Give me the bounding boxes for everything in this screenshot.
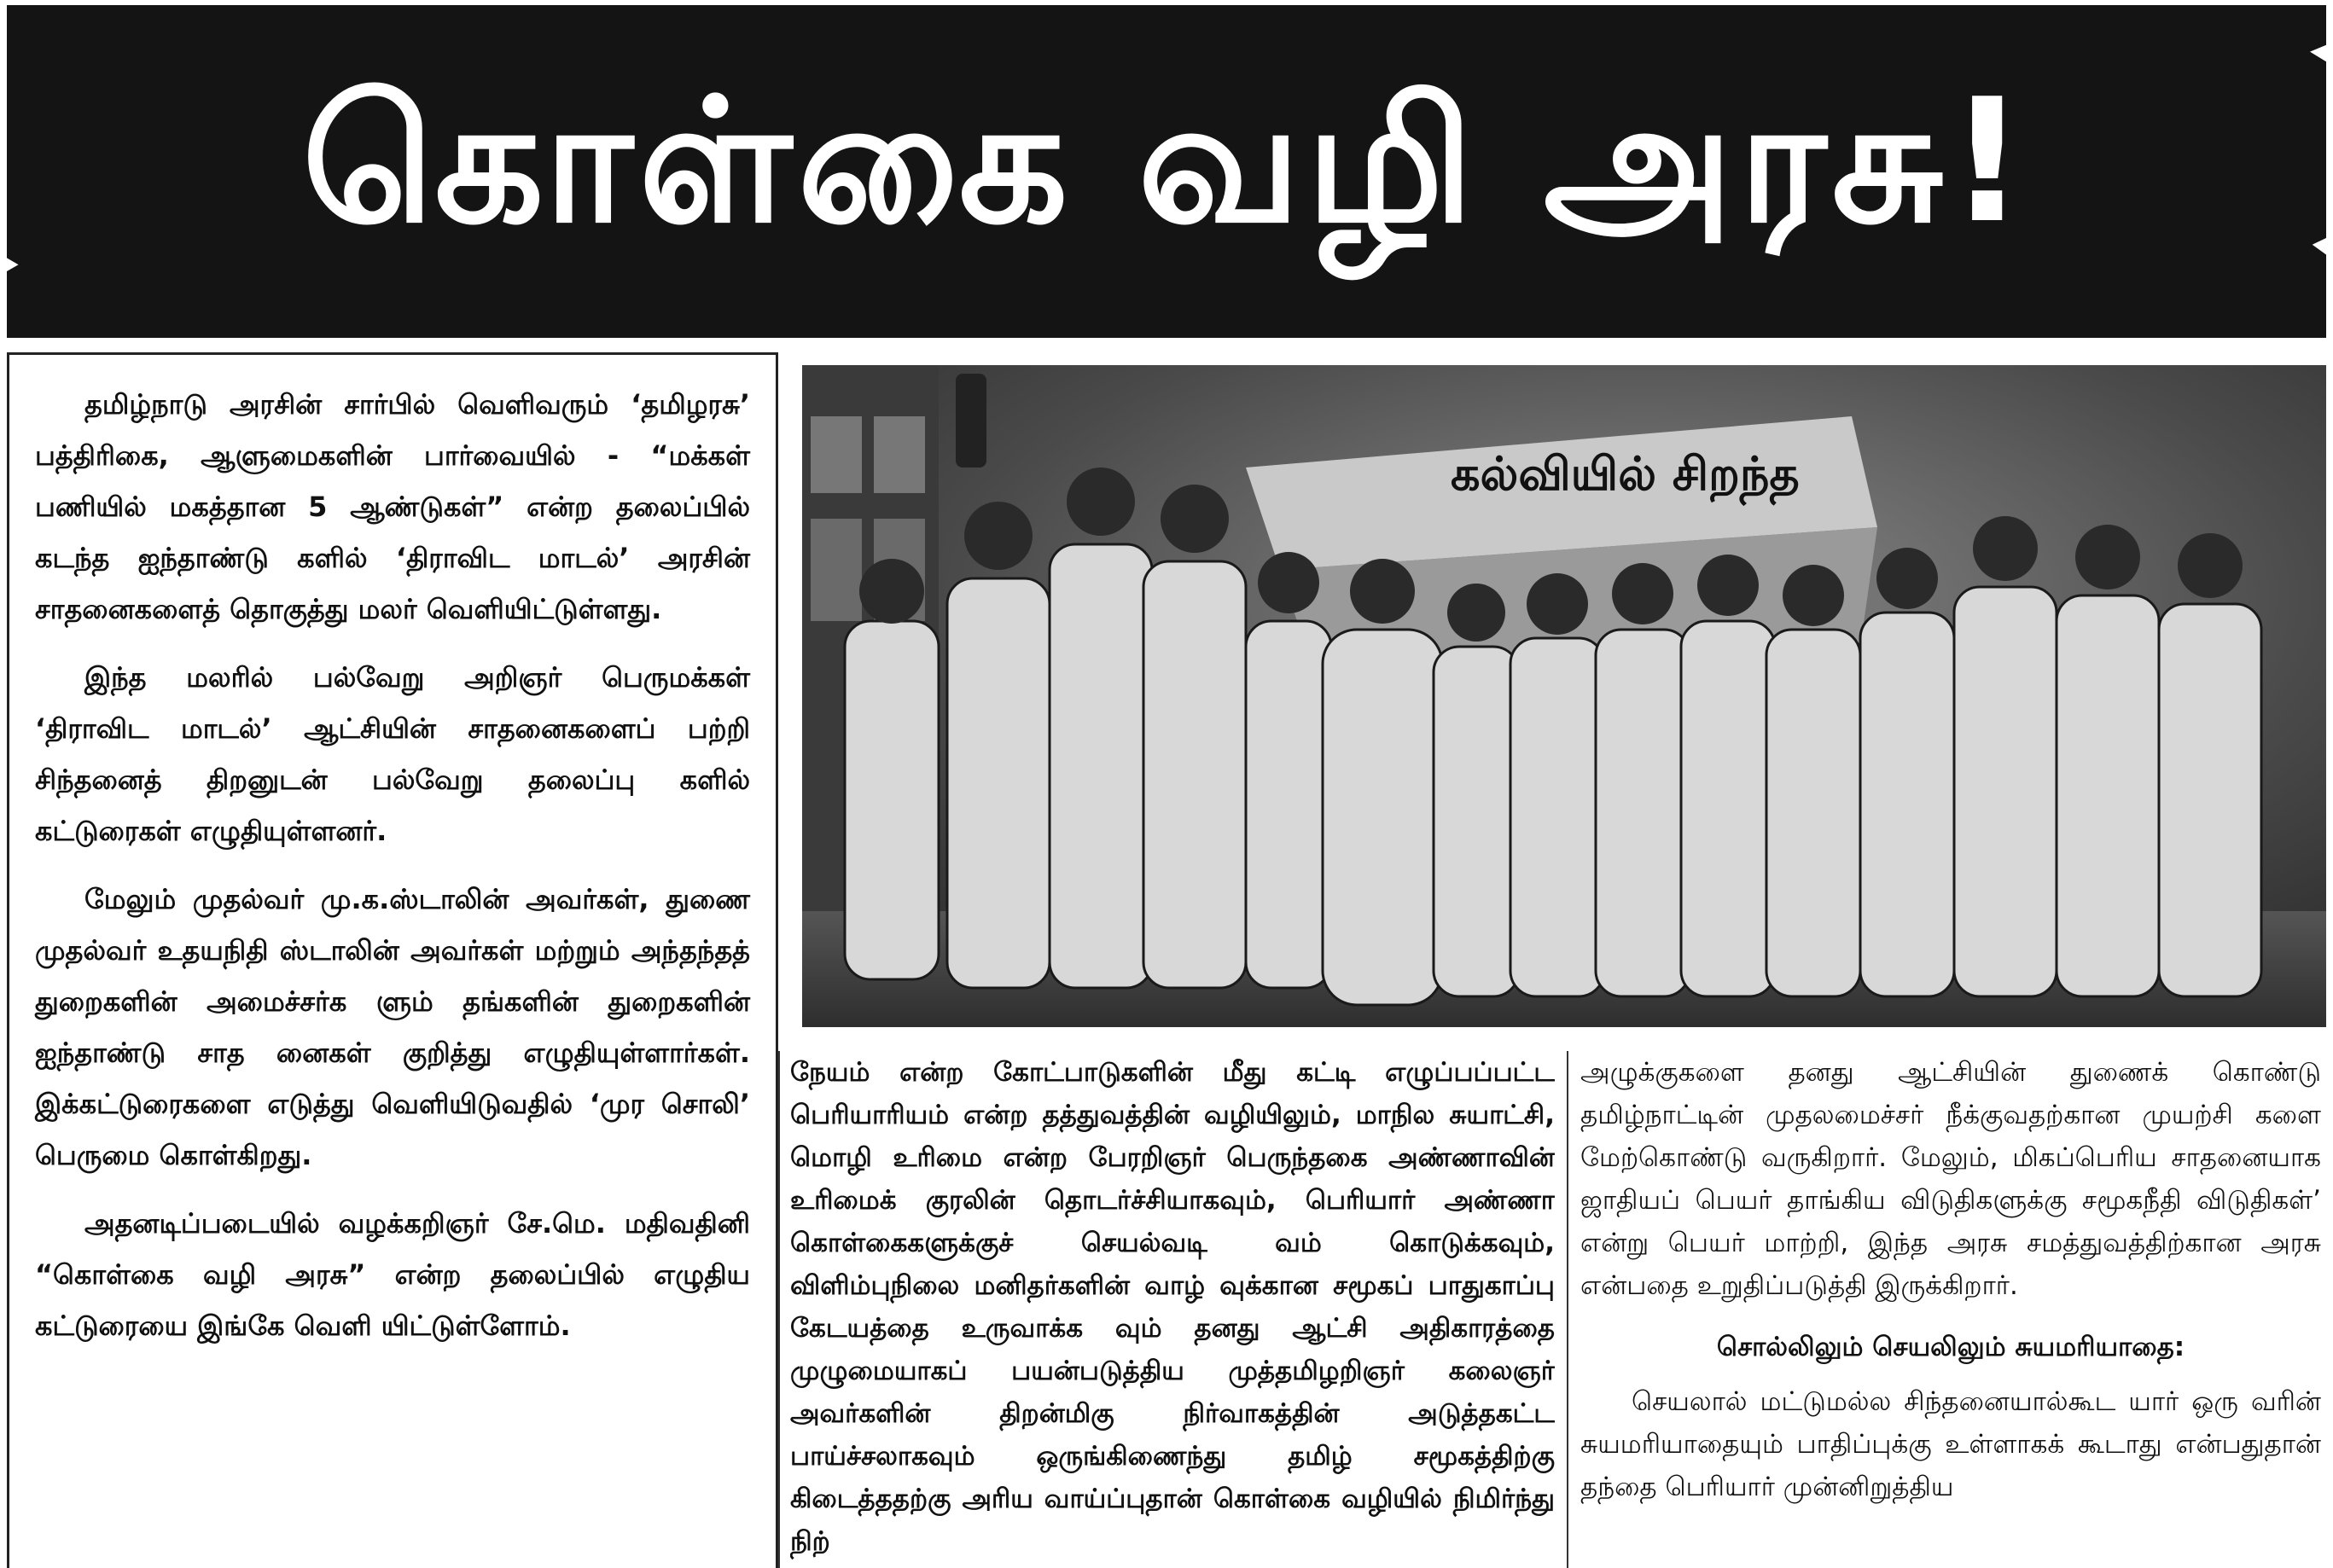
article-column-middle xyxy=(790,1051,1555,1568)
event-photo xyxy=(802,365,2326,1027)
stage-sign-text: கல்வியில் சிறந்த xyxy=(1451,447,1800,501)
article-paragraph: செயலால் மட்டுமல்ல சிந்தனையால்கூட யார் ஒரு வரின் சுயமரியாதையும் பாதிப்புக்கு உள்ளாகக் கூடாது என்பதுதான் தந்தை பெரியார் முன்னிறுத்திய xyxy=(1580,1386,2321,1502)
article-paragraph: நேயம் என்ற கோட்பாடுகளின் மீது கட்டி எழுப்பப்பட்ட பெரியாரியம் என்ற தத்துவத்தின் வழியிலும், மாநில சுயாட்சி, மொழி உரிமை என்ற பேரறிஞர் பெருந்தகை அண்ணாவின் உரிமைக் குரலின் தொடர்ச்சியாகவும், பெரியார் அண்ணா கொள்கைகளுக்குச் செயல்வடி வம் கொடுக்கவும், விளிம்புநிலை மனிதர்களின் வாழ் வுக்கான சமூகப் பாதுகாப்பு கேடயத்தை உருவாக்க வும் தனது ஆட்சி அதிகாரத்தை முழுமையாகப் பயன்படுத்திய முத்தமிழறிஞர் கலைஞர் அவர்களின் திறன்மிகு நிர்வாகத்தின் அடுத்தகட்ட பாய்ச்சலாகவும் ஒருங்கிணைந்து தமிழ் சமூகத்திற்கு கிடைத்ததற்கு அரிய வாய்ப்புதான் கொள்கை வழியில் நிமிர்ந்து நிற் xyxy=(790,1057,1555,1557)
headline-banner xyxy=(0,0,2333,343)
intro-box xyxy=(7,352,778,1568)
intro-paragraph: மேலும் முதல்வர் மு.க.ஸ்டாலின் அவர்கள், துணை முதல்வர் உதயநிதி ஸ்டாலின் அவர்கள் மற்றும் அந்தந்தத் துறைகளின் அமைச்சர்க ளும் தங்களின் துறைகளின் ஐந்தாண்டு சாத னைகள் குறித்து எழுதியுள்ளார்கள். இக்கட்டுரைகளை எடுத்து வெளியிடுவதில் ‘முர சொலி’ பெருமை கொள்கிறது. xyxy=(35,883,750,1171)
intro-paragraph: இந்த மலரில் பல்வேறு அறிஞர் பெருமக்கள் ‘திராவிட மாடல்’ ஆட்சியின் சாதனைகளைப் பற்றி சிந்தனைத் திறனுடன் பல்வேறு தலைப்பு களில் கட்டுரைகள் எழுதியுள்ளனர். xyxy=(35,661,750,847)
article-paragraph: அழுக்குகளை தனது ஆட்சியின் துணைக் கொண்டு தமிழ்நாட்டின் முதலமைச்சர் நீக்குவதற்கான முயற்சி களை மேற்கொண்டு வருகிறார். மேலும், மிகப்பெரிய சாதனையாக ஜாதியப் பெயர் தாங்கிய விடுதிகளுக்கு சமூகநீதி விடுதிகள்’ என்று பெயர் மாற்றி, இந்த அரசு சமத்துவத்திற்கான அரசு என்பதை உறுதிப்படுத்தி இருக்கிறார். xyxy=(1580,1057,2321,1301)
article-column-right xyxy=(1580,1051,2321,1568)
headline: கொள்கை வழி அரசு! xyxy=(301,62,2032,261)
column-divider xyxy=(778,1051,780,1568)
section-subheading: சொல்லிலும் செயலிலும் சுயமரியாதை: xyxy=(1716,1332,2185,1362)
intro-paragraph: தமிழ்நாடு அரசின் சார்பில் வெளிவரும் ‘தமிழரசு’ பத்திரிகை, ஆளுமைகளின் பார்வையில் - “மக்கள் பணியில் மகத்தான 5 ஆண்டுகள்” என்ற தலைப்பில் கடந்த ஐந்தாண்டு களில் ‘திராவிட மாடல்’ அரசின் சாதனைகளைத் தொகுத்து மலர் வெளியிட்டுள்ளது. xyxy=(35,388,750,625)
column-divider xyxy=(1567,1051,1568,1568)
intro-paragraph: அதனடிப்படையில் வழக்கறிஞர் சே.மெ. மதிவதினி “கொள்கை வழி அரசு” என்ற தலைப்பில் எழுதிய கட்டுரையை இங்கே வெளி யிட்டுள்ளோம். xyxy=(35,1207,750,1342)
